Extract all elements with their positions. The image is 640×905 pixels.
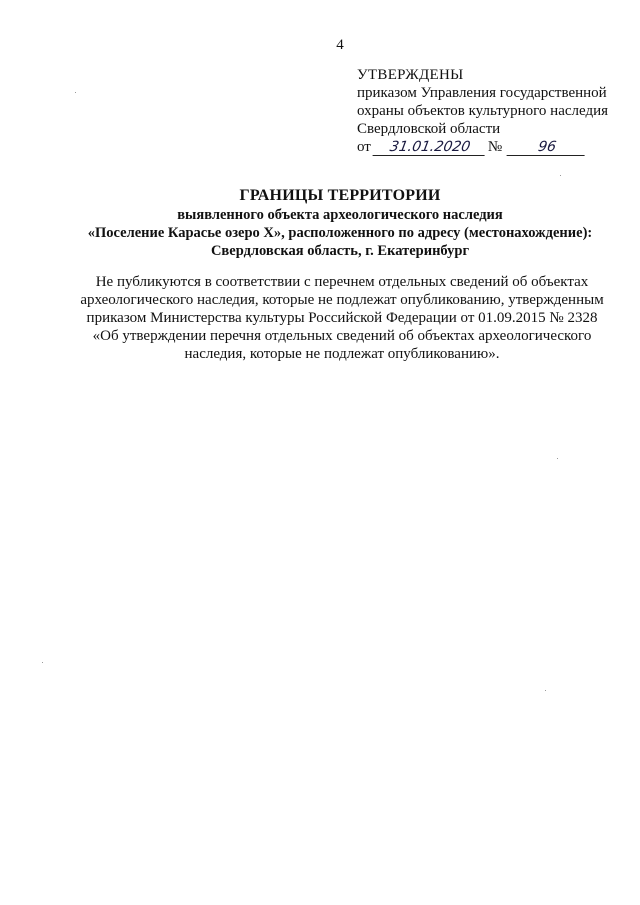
number-prefix: № [487,139,503,155]
notice-line-3: приказом Министерства культуры Российской Федерации от 01.09.2015 № 2328 [86,310,598,326]
title-line-3: «Поселение Карасье озеро X», расположенного по адресу (местонахождение): [87,225,593,241]
scan-speck [75,92,76,93]
non-publication-notice [72,273,612,363]
document-title-block [60,186,620,260]
approval-line-2: охраны объектов культурного наследия [357,103,609,119]
approval-date-line [357,138,632,156]
title-line-2: выявленного объекта археологического наследия [177,207,503,223]
approval-line-1: приказом Управления государственной [357,85,607,101]
scan-speck [42,662,43,663]
title-line-4: Свердловская область, г. Екатеринбург [210,243,470,259]
handwritten-date: 31.01.2020 [372,139,487,156]
date-prefix: от [357,139,371,155]
notice-line-2: археологического наследия, которые не подлежат опубликованию, утвержденным [80,292,604,308]
scan-speck [545,690,546,691]
notice-line-4: «Об утверждении перечня отдельных сведений об объектах археологического [92,328,592,344]
scan-speck [557,458,558,459]
notice-line-1: Не публикуются в соответствии с перечнем отдельных сведений об объектах [95,274,589,290]
approval-heading: УТВЕРЖДЕНЫ [357,67,464,83]
handwritten-order-number: 96 [507,139,588,156]
scan-speck [560,175,561,176]
approval-stamp-block [357,66,632,156]
approval-line-3: Свердловской области [357,121,501,137]
document-title: ГРАНИЦЫ ТЕРРИТОРИИ [239,187,441,204]
page-number: 4 [336,37,344,53]
notice-line-5: наследия, которые не подлежат опубликованию». [184,346,500,362]
